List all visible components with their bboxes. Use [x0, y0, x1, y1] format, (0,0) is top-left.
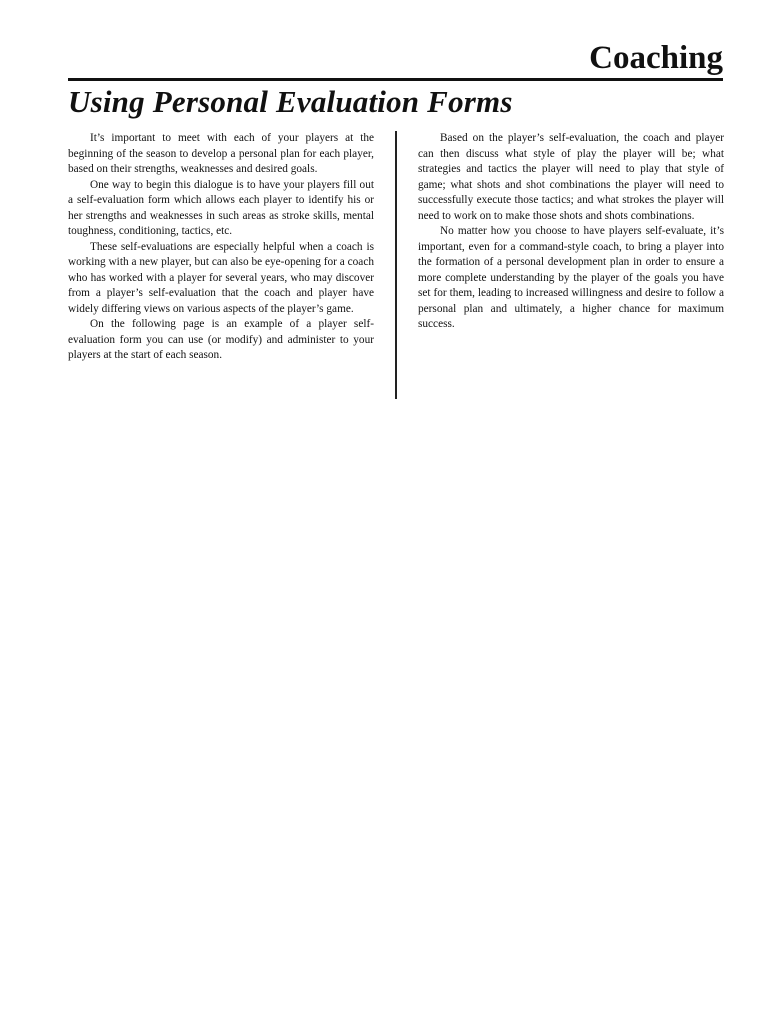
section-header: Coaching — [589, 40, 723, 76]
paragraph: No matter how you choose to have players self-evaluate, it’s important, even for a command-style coach, to bring a player into the formation of a personal development plan in order to ensure a more complete understanding by the player of the goals you have set for them, leading to increased willingness and desire to follow a personal plan and ultimately, a higher chance for maximum success. — [418, 225, 724, 330]
paragraph: One way to begin this dialogue is to have your players fill out a self-evaluation form which allows each player to identify his or her strengths and weaknesses in such areas as stroke skills, mental toughness, conditioning, tactics, etc. — [68, 178, 374, 237]
right-column — [418, 131, 724, 333]
page-title: Using Personal Evaluation Forms — [68, 84, 513, 119]
header-rule — [68, 78, 723, 81]
left-column — [68, 131, 374, 364]
paragraph: These self-evaluations are especially helpful when a coach is working with a new player, but can also be eye-opening for a coach who has worked with a player for several years, who may discover from a player’s self-evaluation that the coach and player have widely differing views on various aspects of the player’s game. — [68, 240, 374, 315]
paragraph: On the following page is an example of a player self-evaluation form you can use (or modify) and administer to your players at the start of each season. — [68, 318, 374, 361]
paragraph: It’s important to meet with each of your players at the beginning of the season to develop a personal plan for each player, based on their strengths, weaknesses and desired goals. — [68, 132, 374, 175]
paragraph: Based on the player’s self-evaluation, the coach and player can then discuss what style of play the player will be; what strategies and tactics the player will need to play that style of game; what shots and shot combinations the player will need to successfully execute those tactics; and what strokes the player will need to work on to make those shots and shots combinations. — [418, 132, 724, 222]
column-divider — [395, 131, 397, 399]
